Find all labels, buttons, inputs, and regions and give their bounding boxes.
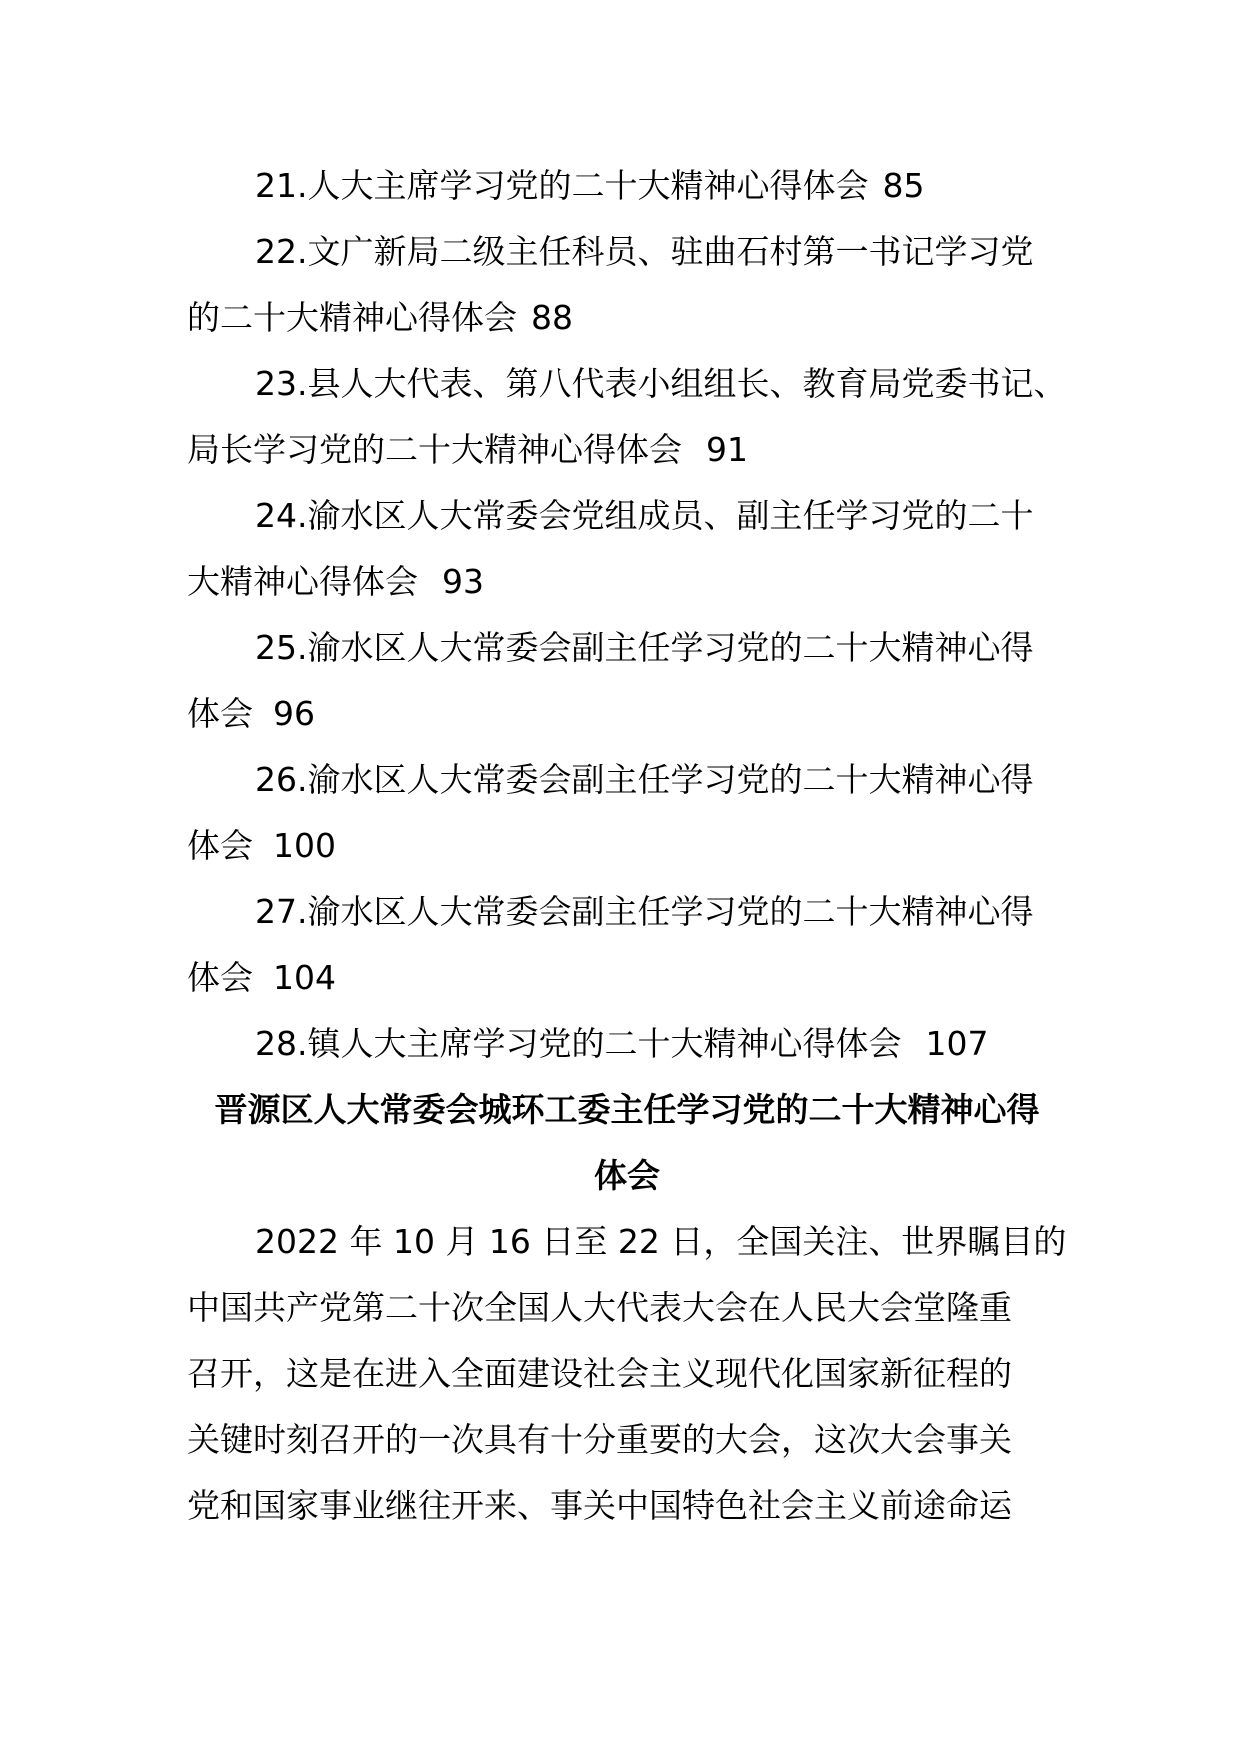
toc-entry-26[interactable]: [187, 747, 1067, 879]
article-body: [187, 1209, 1067, 1539]
toc-page-number: 104: [273, 958, 336, 997]
body-line: 中国共产党第二十次全国人大代表大会在人民大会堂隆重: [187, 1288, 1012, 1327]
page-content: [187, 153, 1067, 1539]
toc-page-number: 93: [442, 562, 484, 601]
article-title-line: 晋源区人大常委会城环工委主任学习党的二十大精神心得: [214, 1090, 1040, 1129]
toc-entry-line: [187, 879, 1067, 945]
toc-page-number: 88: [531, 298, 573, 337]
toc-entry-text: 21.人大主席学习党的二十大精神心得体会: [255, 166, 869, 205]
toc-page-number: 100: [273, 826, 336, 865]
body-line: 召开，这是在进入全面建设社会主义现代化国家新征程的: [187, 1354, 1012, 1393]
toc-entry-text: 大精神心得体会: [187, 562, 418, 601]
toc-entry-21[interactable]: [187, 153, 1067, 219]
toc-entry-23[interactable]: [187, 351, 1067, 483]
toc-entry-line: [187, 219, 1067, 285]
toc-entry-line: [187, 153, 1067, 219]
toc-entry-text: 24.渝水区人大常委会党组成员、副主任学习党的二十: [255, 496, 1034, 535]
toc-entry-text: 体会: [187, 958, 253, 997]
toc-entry-25[interactable]: [187, 615, 1067, 747]
toc-entry-line: [187, 285, 1067, 351]
toc-page-number: 85: [882, 166, 925, 205]
toc-entry-text: 25.渝水区人大常委会副主任学习党的二十大精神心得: [255, 628, 1034, 667]
toc-entry-28[interactable]: [187, 1011, 1067, 1077]
toc-entry-line: [187, 549, 1067, 615]
toc-list: [187, 153, 1067, 1077]
toc-entry-line: [187, 945, 1067, 1011]
toc-entry-text: 体会: [187, 694, 253, 733]
article-title: [187, 1077, 1067, 1209]
body-line: 党和国家事业继往开来、事关中国特色社会主义前途命运: [187, 1486, 1012, 1525]
toc-page-number: 107: [925, 1024, 989, 1063]
toc-entry-line: [187, 1011, 1067, 1077]
toc-page-number: 91: [706, 430, 748, 469]
article-title-line: 体会: [594, 1156, 660, 1195]
toc-entry-text: 体会: [187, 826, 253, 865]
toc-entry-line: [187, 351, 1067, 417]
toc-entry-text: 局长学习党的二十大精神心得体会: [187, 430, 682, 469]
toc-page-number: 96: [273, 694, 315, 733]
toc-entry-line: [187, 747, 1067, 813]
toc-entry-text: 23.县人大代表、第八代表小组组长、教育局党委书记、: [255, 364, 1067, 403]
toc-entry-line: [187, 615, 1067, 681]
toc-entry-line: [187, 483, 1067, 549]
toc-entry-24[interactable]: [187, 483, 1067, 615]
toc-entry-line: [187, 813, 1067, 879]
toc-entry-text: 26.渝水区人大常委会副主任学习党的二十大精神心得: [255, 760, 1034, 799]
toc-entry-text: 的二十大精神心得体会: [187, 298, 517, 337]
body-line: 关键时刻召开的一次具有十分重要的大会，这次大会事关: [187, 1420, 1012, 1459]
toc-entry-22[interactable]: [187, 219, 1067, 351]
toc-entry-text: 28.镇人大主席学习党的二十大精神心得体会: [255, 1024, 902, 1063]
toc-entry-line: [187, 417, 1067, 483]
toc-entry-text: 22.文广新局二级主任科员、驻曲石村第一书记学习党: [255, 232, 1034, 271]
toc-entry-text: 27.渝水区人大常委会副主任学习党的二十大精神心得: [255, 892, 1034, 931]
body-line: 2022 年 10 月 16 日至 22 日，全国关注、世界瞩目的: [255, 1222, 1067, 1261]
toc-entry-27[interactable]: [187, 879, 1067, 1011]
toc-entry-line: [187, 681, 1067, 747]
